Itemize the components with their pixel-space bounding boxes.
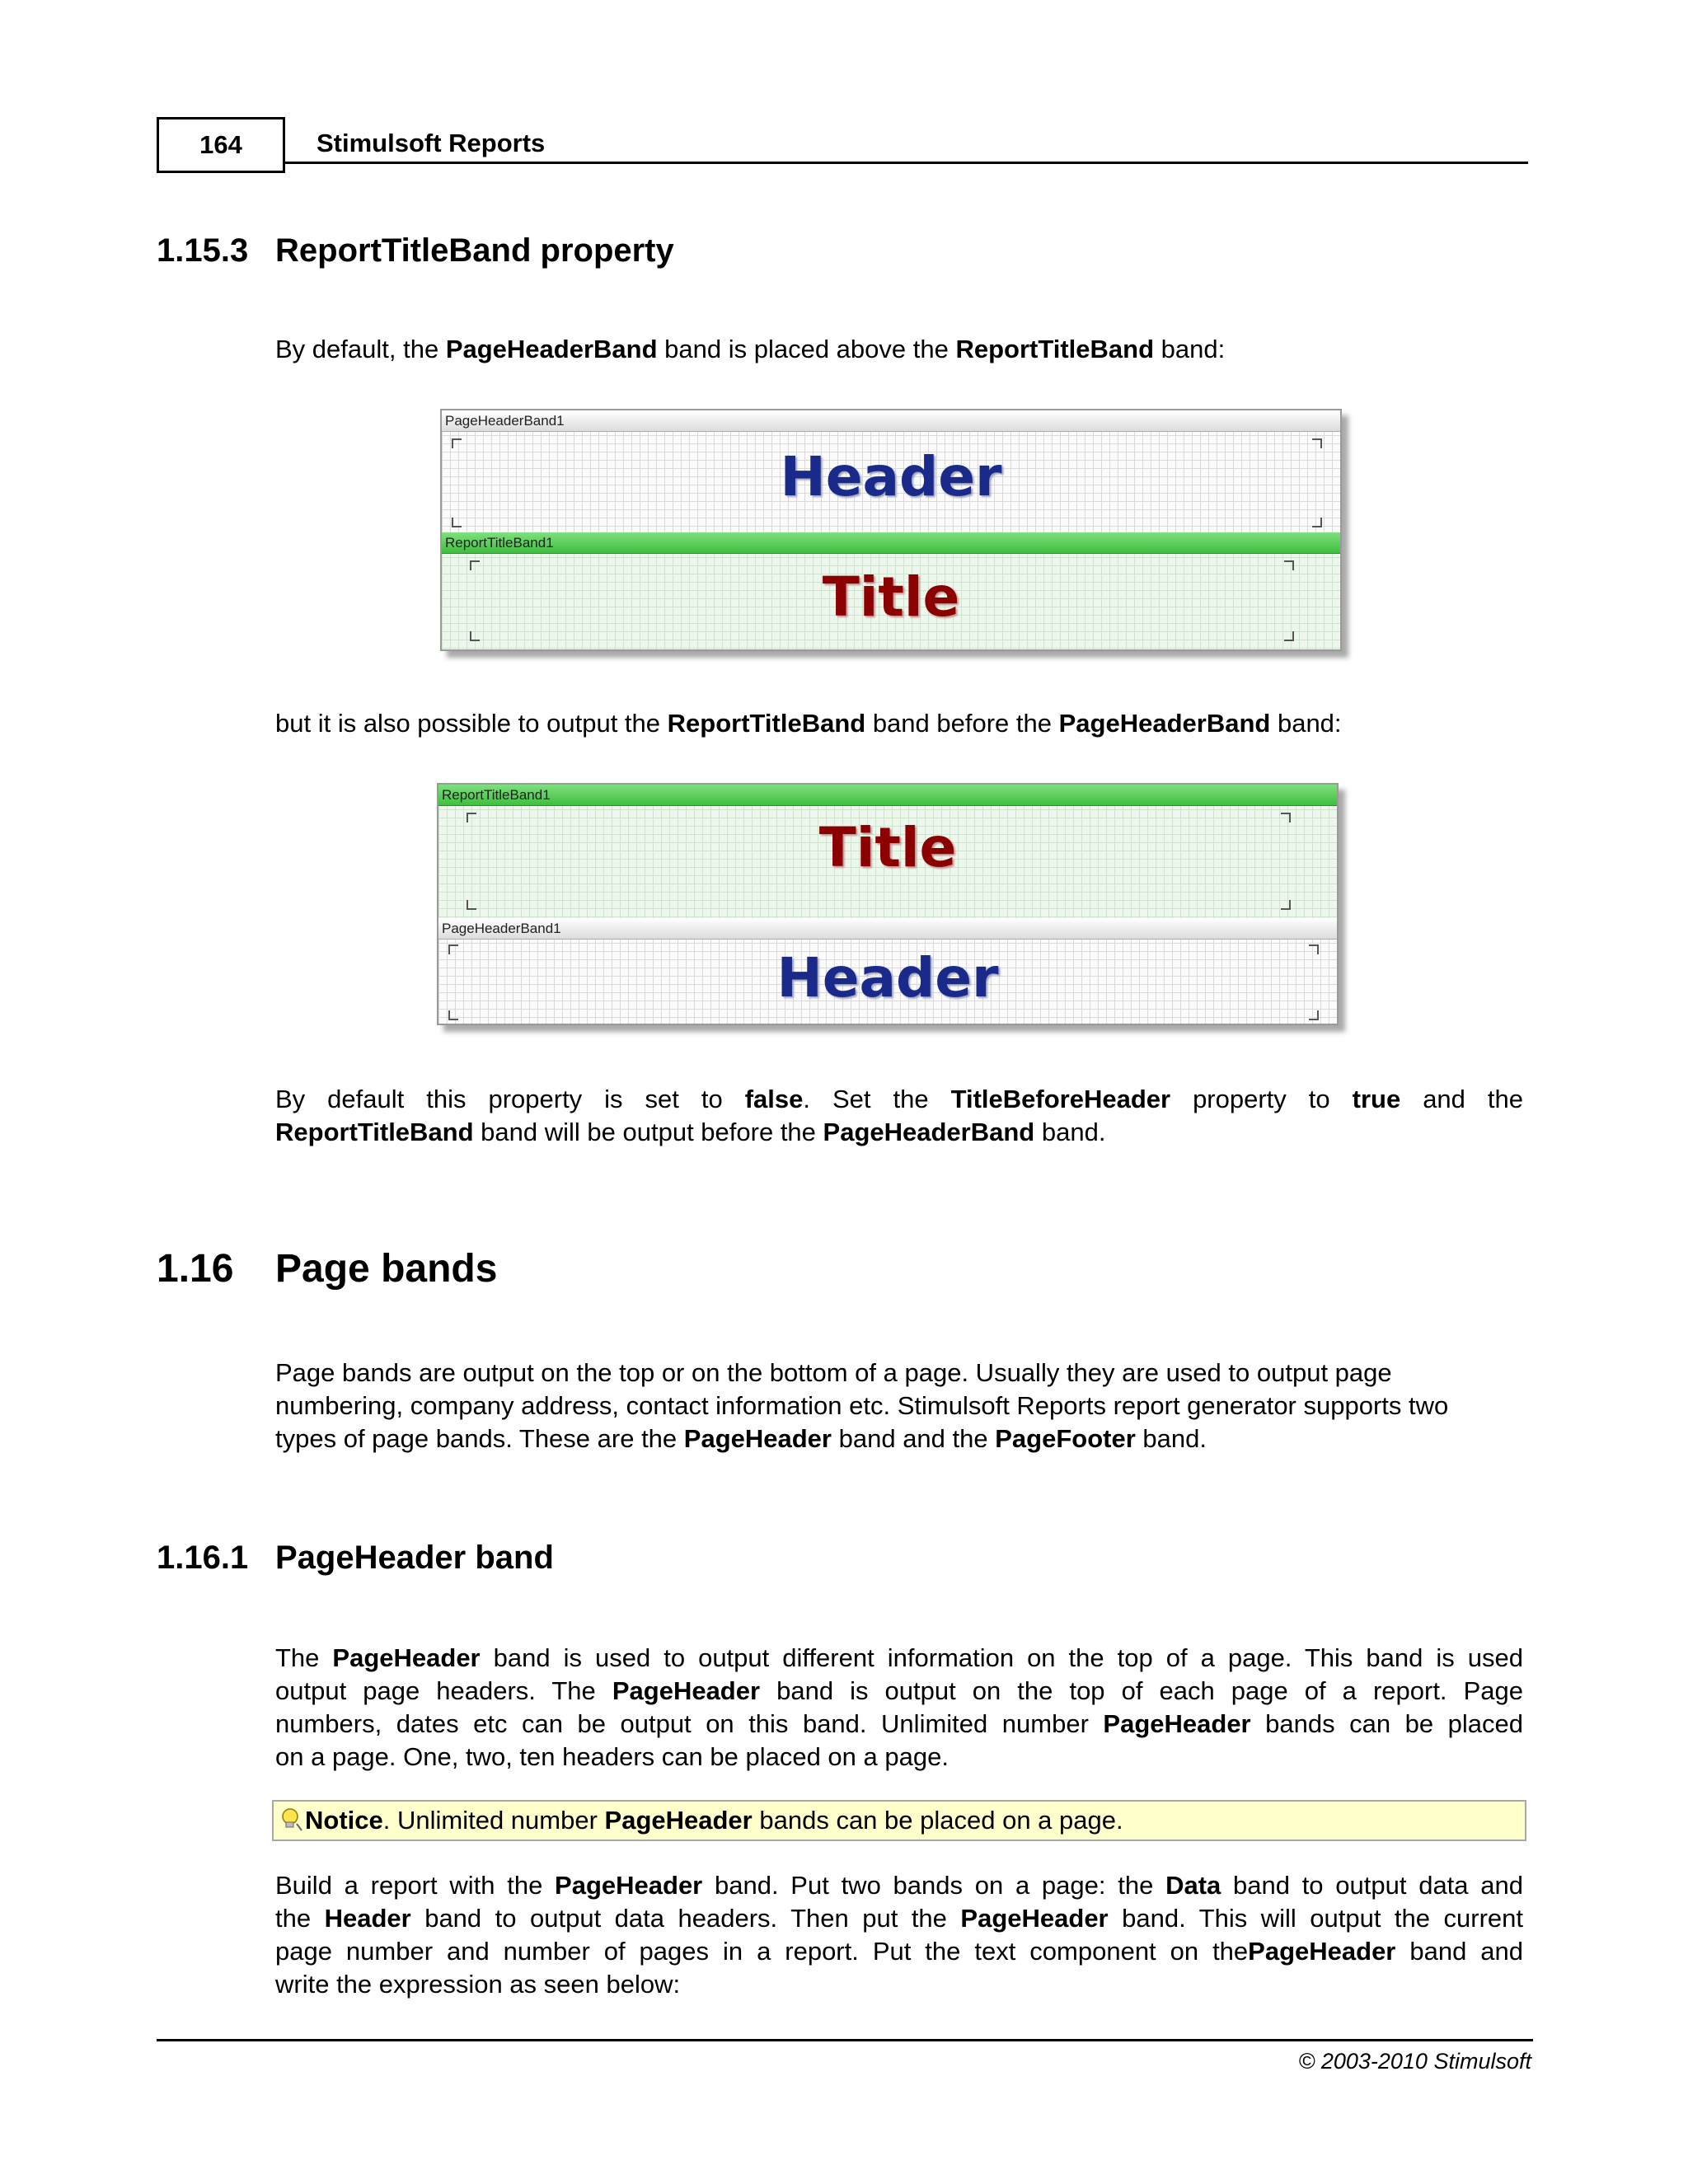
figure-designer-header-then-title	[440, 409, 1342, 651]
paragraph-6: Build a report with the PageHeader band. Put two bands on a page: the Data band to output data and the Header band to output data headers. Then put the PageHeader band. This will output the current page number and number of pages in a report. Put the text component on thePageHeader band and write the expression as seen below:	[275, 1871, 1523, 1999]
paragraph-4: Page bands are output on the top or on the bottom of a page. Usually they are used to output page numbering, company address, contact information etc. Stimulsoft Reports report generator supports two types of page bands. These are the PageHeader band and the PageFooter band.	[275, 1358, 1449, 1453]
running-header-title: Stimulsoft Reports	[316, 129, 546, 157]
section-heading-1153	[157, 232, 674, 269]
page-number-box	[157, 117, 285, 173]
title-text: Title	[818, 816, 957, 879]
footer-rule	[157, 2039, 1533, 2041]
paragraph-5: The PageHeader band is used to output different information on the top of a page. This band is used output page headers. The PageHeader band is output on the top of each page of a report. Page numbers, dates etc can be output on this band. Unlimited number PageHeader bands can be placed on a page. One, two, ten headers can be placed on a page.	[275, 1643, 1524, 1771]
band-caption: ReportTitleBand1	[438, 785, 1337, 806]
band-caption: PageHeaderBand1	[442, 410, 1340, 432]
paragraph-3: By default this property is set to false. Set the TitleBeforeHeader property to true and the ReportTitleBand band will be output before the PageHeaderBand band.	[275, 1085, 1523, 1146]
section-title: ReportTitleBand property	[275, 232, 674, 269]
section-title: Page bands	[275, 1247, 498, 1291]
page-number: 164	[199, 130, 242, 159]
band-caption: PageHeaderBand1	[438, 918, 1337, 940]
band-report-title	[442, 532, 1340, 649]
copyright-text: © 2003-2010 Stimulsoft	[1298, 2049, 1531, 2074]
notice-box: Notice. Unlimited number PageHeader bands can be placed on a page.	[272, 1800, 1526, 1841]
section-number: 1.16	[157, 1247, 234, 1291]
paragraph-1: By default, the PageHeaderBand band is placed above the ReportTitleBand band:	[275, 335, 1226, 363]
section-number: 1.16.1	[157, 1540, 249, 1576]
band-caption: ReportTitleBand1	[442, 532, 1340, 554]
lightbulb-icon	[280, 1805, 303, 1830]
header-rule	[285, 162, 1528, 164]
section-number: 1.15.3	[157, 232, 249, 269]
notice-label: Notice	[305, 1806, 383, 1835]
band-report-title	[438, 785, 1337, 918]
band-page-header	[442, 410, 1340, 532]
band-page-header	[438, 918, 1337, 1024]
paragraph-2: but it is also possible to output the ReportTitleBand band before the PageHeaderBand band:	[275, 709, 1342, 738]
header-text: Header	[776, 946, 999, 1010]
section-heading-1161	[157, 1540, 554, 1577]
header-text: Header	[780, 445, 1002, 509]
section-heading-116	[157, 1246, 497, 1291]
section-title: PageHeader band	[275, 1540, 554, 1576]
title-text: Title	[822, 565, 960, 629]
figure-designer-title-then-header	[437, 783, 1339, 1025]
